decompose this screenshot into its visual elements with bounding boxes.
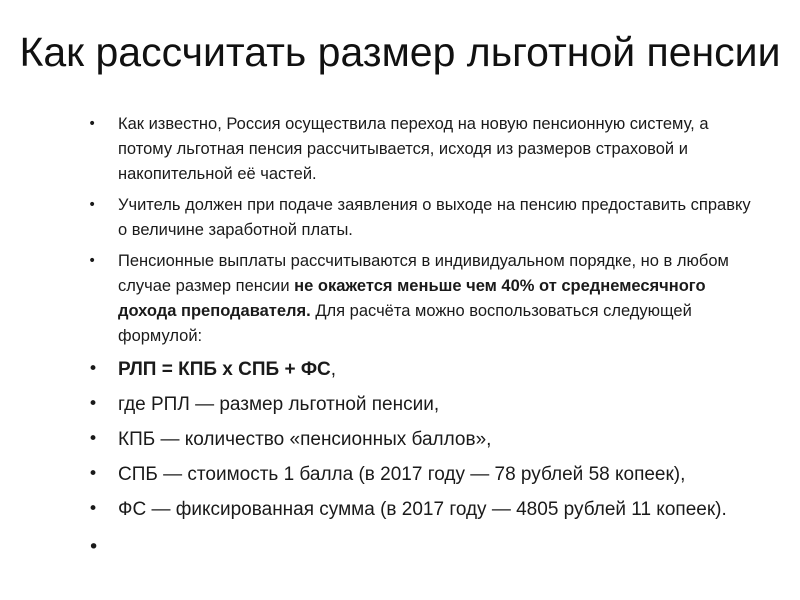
list-item <box>88 112 753 187</box>
list-item-text: КПБ — количество «пенсионных баллов», <box>118 429 492 450</box>
list-item-text: СПБ — стоимость 1 балла (в 2017 году — 78 рублей 58 копеек), <box>118 464 686 485</box>
formula: РЛП = КПБ х СПБ + ФС <box>118 359 331 380</box>
bullet-dot: • <box>88 394 99 414</box>
list-item-text: Для расчёта можно воспользоваться следующей формулой: <box>118 302 692 345</box>
bullet-dot: • <box>88 499 99 519</box>
bullet-dot: • <box>88 253 97 269</box>
list-item-emphasis: не окажется меньше чем 40% от среднемесячного дохода преподавателя. <box>118 277 706 320</box>
list-item-text: Пенсионные выплаты рассчитываются в индивидуальном порядке, но в любом случае размер пенсии <box>118 252 729 295</box>
list-item-text: Учитель должен при подаче заявления о выходе на пенсию предоставить справку о величине заработной платы. <box>118 196 751 239</box>
bullet-list <box>88 112 753 530</box>
list-item <box>88 193 753 243</box>
formula-suffix: , <box>330 359 337 380</box>
bullet-dot: • <box>88 464 99 484</box>
list-item <box>88 460 753 489</box>
list-item-text: где РПЛ — размер льготной пенсии, <box>118 394 440 415</box>
bullet-dot: • <box>88 116 97 132</box>
list-item <box>88 495 753 524</box>
list-item-text: ФС — фиксированная сумма (в 2017 году — 4805 рублей 11 копеек). <box>118 499 727 520</box>
bullet-dot: • <box>88 359 99 379</box>
list-item-text: Как известно, Россия осуществила переход на новую пенсионную систему, а потому льготная пенсия рассчитывается, исходя из размеров страховой и накопительной её частей. <box>118 115 709 183</box>
list-item <box>88 425 753 454</box>
formula-item <box>88 355 753 384</box>
bullet-dot: • <box>88 429 99 449</box>
bullet-dot: • <box>88 197 97 213</box>
list-item <box>88 390 753 419</box>
slide-title: Как рассчитать размер льготной пенсии <box>19 29 781 75</box>
list-item <box>88 249 753 349</box>
empty-bullet-dot: • <box>88 536 100 558</box>
